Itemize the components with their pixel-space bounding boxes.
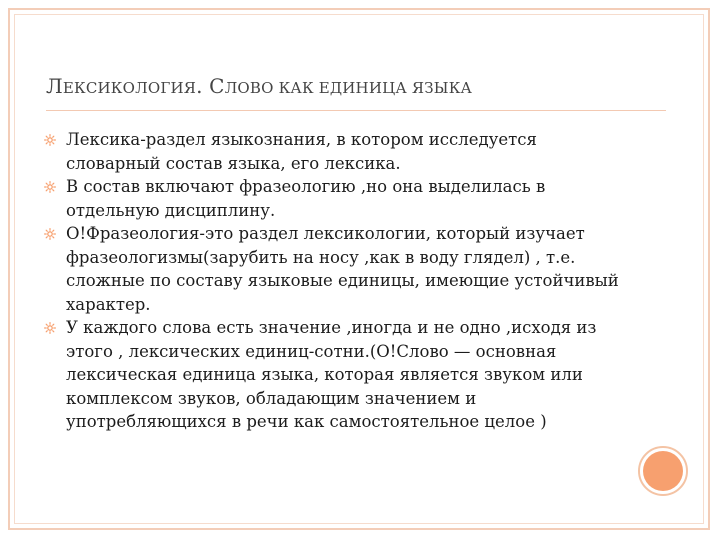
bullet-item	[44, 222, 624, 316]
title-part: . С	[196, 74, 225, 98]
radiant-sun-icon	[44, 134, 56, 146]
decorative-circle	[638, 446, 688, 496]
radiant-sun-icon	[44, 228, 56, 240]
bullet-text: Лексика-раздел языкознания, в котором исследуется словарный состав языка, его лексика.	[66, 130, 537, 173]
bullet-item	[44, 175, 624, 222]
decorative-circle-core	[643, 451, 683, 491]
radiant-sun-icon	[44, 181, 56, 193]
bullet-text: О!Фразеология-это раздел лексикологии, который изучает фразеологизмы(зарубить на носу ,как в воду глядел) , т.е. сложные по составу языковые единицы, имеющие устойчивый характер.	[66, 224, 619, 314]
title-part: ЛОВО КАК ЕДИНИЦА ЯЗЫКА	[224, 79, 473, 97]
title-part: Л	[46, 74, 63, 98]
title-underline	[46, 110, 666, 111]
bullet-text: В состав включают фразеологию ,но она выделилась в отдельную дисциплину.	[66, 177, 546, 220]
title-part: ЕКСИКОЛОГИЯ	[62, 79, 197, 97]
bullet-list	[44, 128, 624, 434]
radiant-sun-icon	[44, 322, 56, 334]
bullet-text: У каждого слова есть значение ,иногда и не одно ,исходя из этого , лексических единиц-сотни.(О!Слово — основная лексическая единица языка, которая является звуком или комплексом звуков, обладающим значением и употребляющихся в речи как самостоятельное целое )	[66, 318, 597, 431]
bullet-item	[44, 316, 624, 434]
bullet-item	[44, 128, 624, 175]
slide-title	[46, 74, 686, 98]
